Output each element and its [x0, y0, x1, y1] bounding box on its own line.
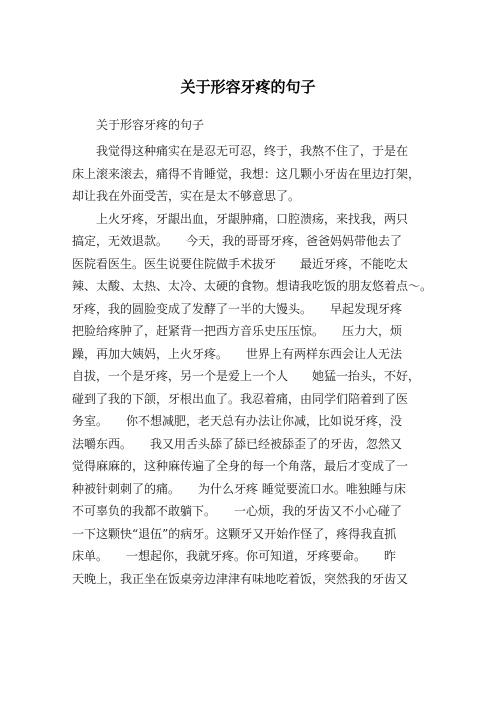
text-line: 却让我在外面受苦，实在是太不够意思了。 [72, 189, 301, 203]
text-line: 辣、太酸、太热、太冷、太硬的食物。想请我吃饭的朋友悠着点～。 [72, 279, 432, 293]
text-line: 搞定，无效退款。 今天，我的哥哥牙疼，爸爸妈妈带他去了 [72, 234, 403, 248]
text-line: 医院看医生。医生说要住院做手术拔牙 最近牙疼，不能吃太 [72, 256, 409, 271]
text-line: 牙疼，我的圆脸变成了发酵了一半的大馒头。 早起发现牙疼 [72, 301, 403, 316]
text-line: 上火牙疼，牙龈出血，牙龈肿痛，口腔溃疡，来找我，两只 [96, 211, 409, 226]
text-line: 把脸给疼肿了，赶紧背一把西方音乐史压压惊。 压力大，烦 [72, 324, 403, 338]
text-line: 我觉得这种痛实在是忍无可忍，终于，我熬不住了，于是在 [96, 144, 409, 158]
text-line: 床单。 一想起你，我就牙疼。你可知道，牙疼要命。 昨 [72, 549, 397, 563]
text-line: 法嚼东西。 我又用舌头舔了舔已经被舔歪了的牙齿，忽然又 [72, 436, 403, 451]
text-line: 自拔，一个是牙疼，另一个是爱上一个人 她猛一抬头，不好， [72, 369, 421, 383]
text-line: 一下这颗快“退伍”的病牙。这颗牙又开始作怪了，疼得我直抓 [72, 526, 397, 541]
text-line: 碰到了我的下颌，牙根出血了。我忍着痛，由同学们陪着到了医 [72, 391, 409, 406]
text-line: 觉得麻麻的，这种麻传遍了全身的每一个角落，最后才变成了一 [72, 459, 409, 473]
text-line: 种被针刺刺了的痛。 为什么牙疼 睡觉要流口水。唯独睡与床 [72, 481, 406, 496]
document-subtitle: 关于形容牙疼的句子 [96, 118, 205, 132]
text-line: 务室。 你不想减肥，老天总有办法让你减，比如说牙疼，没 [72, 414, 403, 428]
text-line: 不可辜负的我都不敢躺下。 一心烦，我的牙齿又不小心碰了 [72, 504, 403, 518]
body-text [72, 140, 432, 590]
text-line: 床上滚来滚去，痛得不肯睡觉，我想：这几颗小牙齿在里边打架， [72, 166, 421, 181]
text-line: 躁，再加大姨妈，上火牙疼。 世界上有两样东西会让人无法 [72, 346, 403, 361]
page-title: 关于形容牙疼的句子 [180, 78, 316, 96]
text-line: 天晚上，我正坐在饭桌旁边津津有味地吃着饭，突然我的牙齿又 [72, 571, 409, 586]
